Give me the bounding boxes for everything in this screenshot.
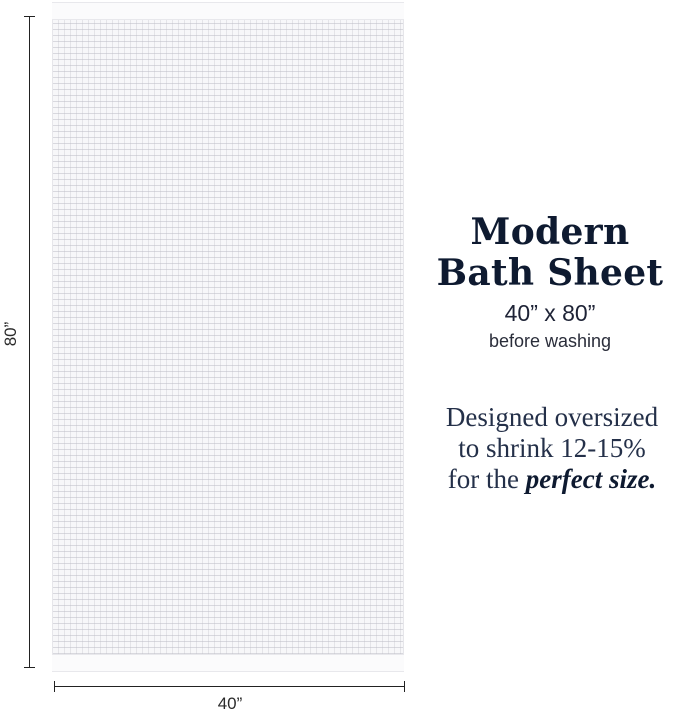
- bath-sheet-image: [52, 2, 404, 672]
- description-line3: [418, 464, 679, 495]
- product-info: [420, 212, 679, 352]
- width-label: 40”: [217, 694, 243, 713]
- product-title-line2: Bath Sheet: [436, 252, 664, 294]
- description-line3-prefix: for the: [447, 464, 526, 494]
- description-emphasis: perfect size.: [525, 464, 657, 494]
- product-title: [420, 212, 679, 294]
- product-size: 40” x 80”: [504, 300, 596, 326]
- height-dimension-line: [29, 16, 30, 668]
- width-dimension-cap-left: [54, 681, 55, 692]
- height-label: 80”: [1, 321, 20, 347]
- height-dimension-cap-top: [24, 16, 35, 17]
- towel-bottom-hem: [52, 654, 404, 672]
- width-dimension-line: [54, 686, 405, 687]
- size-note: before washing: [488, 331, 612, 351]
- description-line2: to shrink 12-15%: [458, 433, 646, 463]
- shrink-description: [418, 402, 679, 495]
- height-dimension-cap-bottom: [24, 667, 35, 668]
- towel-top-hem: [52, 2, 404, 20]
- width-dimension-cap-right: [404, 681, 405, 692]
- description-line1: Designed oversized: [445, 402, 659, 432]
- product-title-line1: Modern: [470, 211, 630, 253]
